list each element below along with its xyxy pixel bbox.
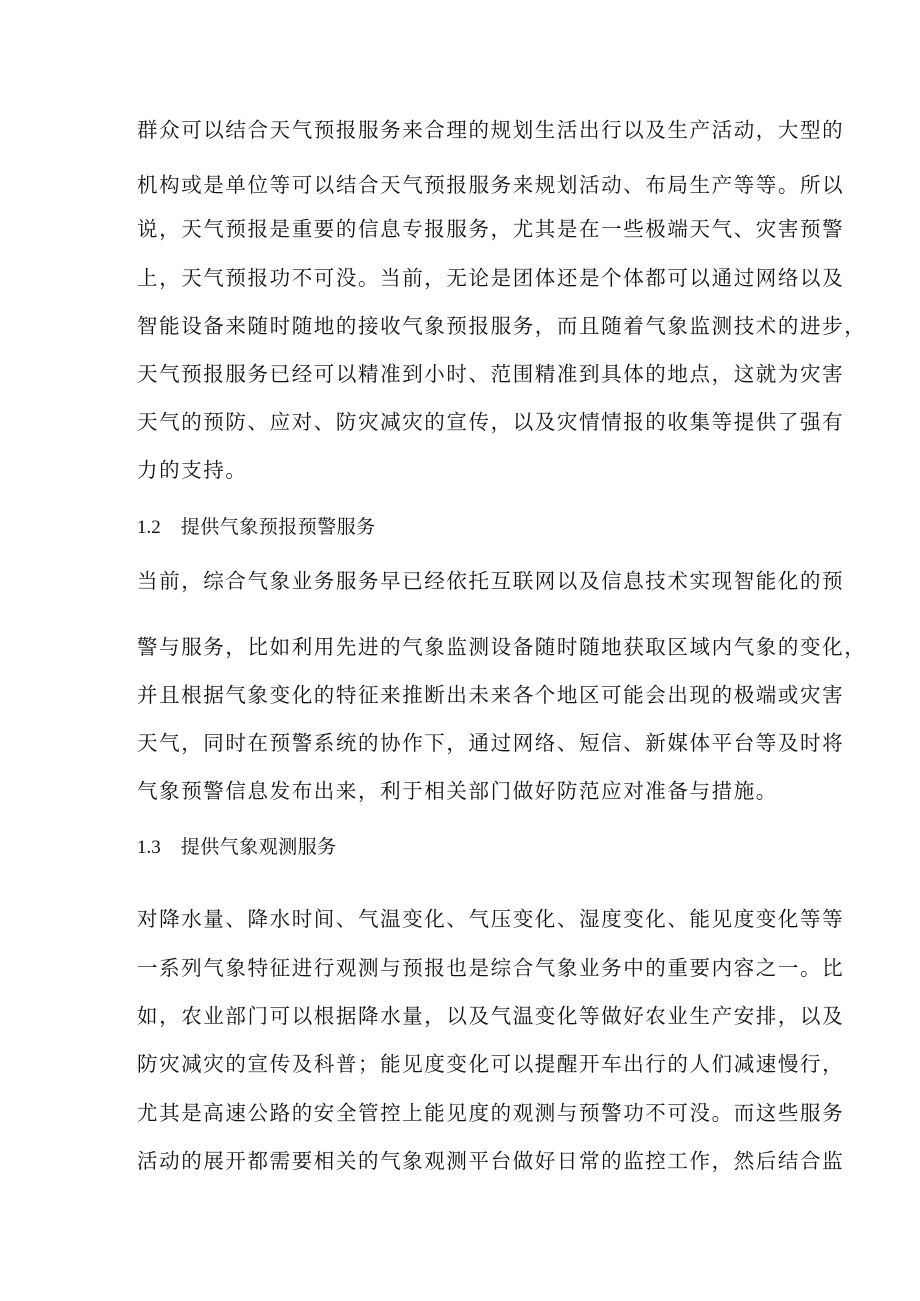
para1-line-1: 群众可以结合天气预报服务来合理的规划生活出行以及生产活动，大型的 [137, 118, 845, 142]
section-title: 提供气象观测服务 [180, 836, 337, 858]
para1-line-6: 天气预报服务已经可以精准到小时、范围精准到具体的地点，这就为灾害 [137, 362, 845, 386]
para1-line-7: 天气的预防、应对、防灾减灾的宣传，以及灾情情报的收集等提供了强有 [137, 410, 845, 434]
para3-line-1: 对降水量、降水时间、气温变化、气压变化、湿度变化、能见度变化等等 [137, 907, 845, 931]
section-number: 1.3 [137, 837, 161, 858]
para3-line-2: 一系列气象特征进行观测与预报也是综合气象业务中的重要内容之一。比 [137, 956, 845, 980]
para3-line-5: 尤其是高速公路的安全管控上能见度的观测与预警功不可没。而这些服务 [137, 1101, 845, 1125]
para2-line-1: 当前，综合气象业务服务早已经依托互联网以及信息技术实现智能化的预 [137, 569, 845, 593]
para1-line-5: 智能设备来随时随地的接收气象预报服务，而且随着气象监测技术的进步， [137, 314, 867, 338]
para2-line-5: 气象预警信息发布出来，利于相关部门做好防范应对准备与措施。 [137, 779, 778, 803]
section-heading-1-3 [137, 832, 337, 862]
para1-line-8: 力的支持。 [137, 458, 248, 482]
para3-line-6: 活动的展开都需要相关的气象观测平台做好日常的监控工作，然后结合监 [137, 1149, 845, 1173]
para1-line-2: 机构或是单位等可以结合天气预报服务来规划活动、布局生产等等。所以 [137, 173, 845, 197]
para3-line-3: 如，农业部门可以根据降水量，以及气温变化等做好农业生产安排，以及 [137, 1004, 845, 1028]
section-heading-1-2 [137, 512, 376, 542]
para2-line-4: 天气，同时在预警系统的协作下，通过网络、短信、新媒体平台等及时将 [137, 731, 845, 755]
section-number: 1.2 [137, 517, 161, 538]
para1-line-3: 说，天气预报是重要的信息专报服务，尤其是在一些极端天气、灾害预警 [137, 217, 845, 241]
para1-line-4: 上，天气预报功不可没。当前，无论是团体还是个体都可以通过网络以及 [137, 266, 845, 290]
para2-line-3: 并且根据气象变化的特征来推断出未来各个地区可能会出现的极端或灾害 [137, 683, 845, 707]
para2-line-2: 警与服务，比如利用先进的气象监测设备随时随地获取区域内气象的变化， [137, 635, 867, 659]
section-title: 提供气象预报预警服务 [180, 516, 376, 538]
para3-line-4: 防灾减灾的宣传及科普；能见度变化可以提醒开车出行的人们减速慢行， [137, 1052, 845, 1076]
